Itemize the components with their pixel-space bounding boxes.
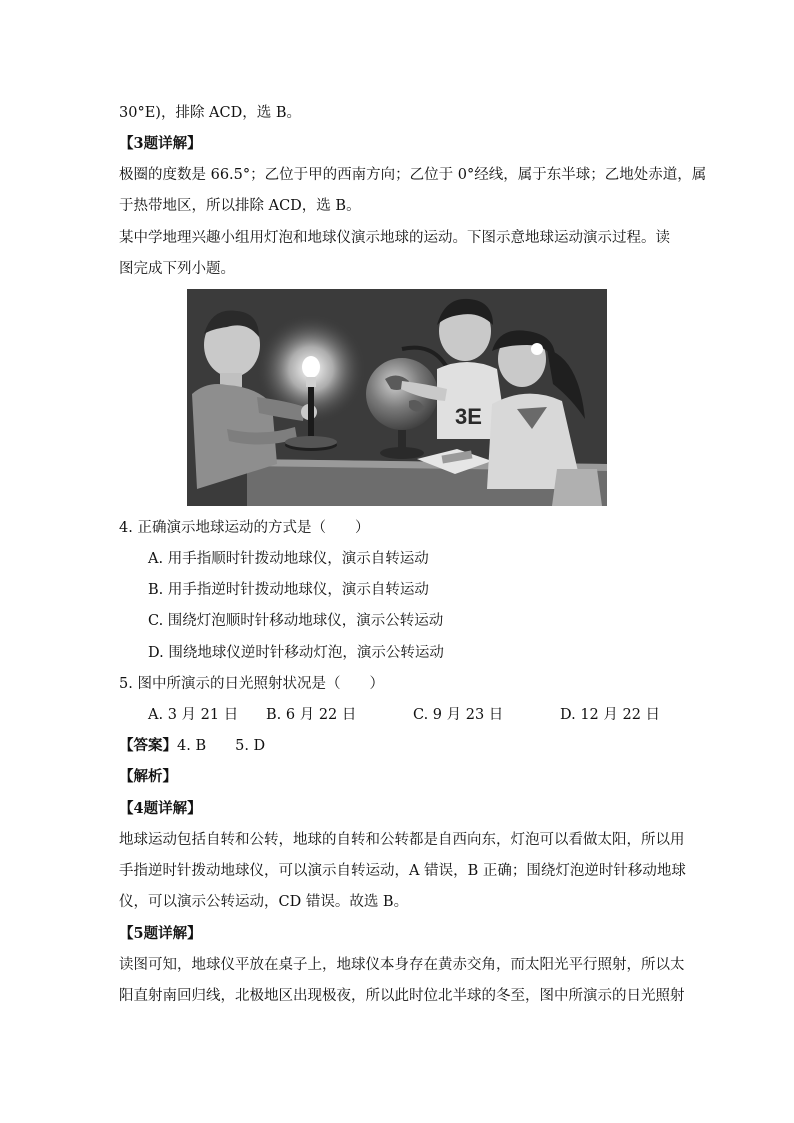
answer-label: 【答案】 [119, 737, 177, 754]
question-5-option-c: C. 9 月 23 日 [413, 707, 504, 723]
section-heading-q3: 【3题详解】 [119, 135, 202, 152]
intro-text: 图完成下列小题。 [119, 261, 235, 277]
question-4-option-a: A. 用手指顺时针拨动地球仪，演示自转运动 [148, 551, 429, 567]
intro-text: 某中学地理兴趣小组用灯泡和地球仪演示地球的运动。下图示意地球运动演示过程。读 [119, 230, 670, 246]
question-5-option-a: A. 3 月 21 日 [148, 707, 239, 723]
text-line: 手指逆时针拨动地球仪，可以演示自转运动，A 错误，B 正确；围绕灯泡逆时针移动地球 [119, 863, 686, 879]
question-5-option-d: D. 12 月 22 日 [560, 707, 661, 723]
answer-line [119, 736, 265, 756]
question-4-option-d: D. 围绕地球仪逆时针移动灯泡，演示公转运动 [148, 645, 444, 661]
text-line: 地球运动包括自转和公转，地球的自转和公转都是自西向东，灯泡可以看做太阳，所以用 [119, 832, 685, 848]
text-line: 于热带地区，所以排除 ACD，选 B。 [119, 198, 361, 214]
demonstration-illustration [187, 289, 607, 506]
answer-text: 4. B 5. D [177, 738, 266, 754]
analysis-heading: 【解析】 [119, 768, 177, 785]
section-heading-q4: 【4题详解】 [119, 800, 202, 817]
question-4-stem: 4. 正确演示地球运动的方式是（ ） [119, 520, 370, 536]
text-line: 读图可知，地球仪平放在桌子上，地球仪本身存在黄赤交角，而太阳光平行照射，所以太 [119, 957, 685, 973]
question-4-option-b: B. 用手指逆时针拨动地球仪，演示自转运动 [148, 582, 429, 598]
text-line: 30°E)，排除 ACD，选 B。 [119, 105, 302, 121]
text-line: 仪，可以演示公转运动，CD 错误。故选 B。 [119, 894, 409, 910]
shirt-text: 3E [455, 404, 482, 429]
section-heading-q5: 【5题详解】 [119, 925, 202, 942]
text-line: 阳直射南回归线，北极地区出现极夜，所以此时位北半球的冬至，图中所演示的日光照射 [119, 988, 685, 1004]
text-line: 极圈的度数是 66.5°；乙位于甲的西南方向；乙位于 0°经线，属于东半球；乙地处赤道，属 [119, 167, 707, 183]
question-4-option-c: C. 围绕灯泡顺时针移动地球仪，演示公转运动 [148, 613, 444, 629]
question-5-option-b: B. 6 月 22 日 [266, 707, 357, 723]
question-5-stem: 5. 图中所演示的日光照射状况是（ ） [119, 676, 384, 692]
